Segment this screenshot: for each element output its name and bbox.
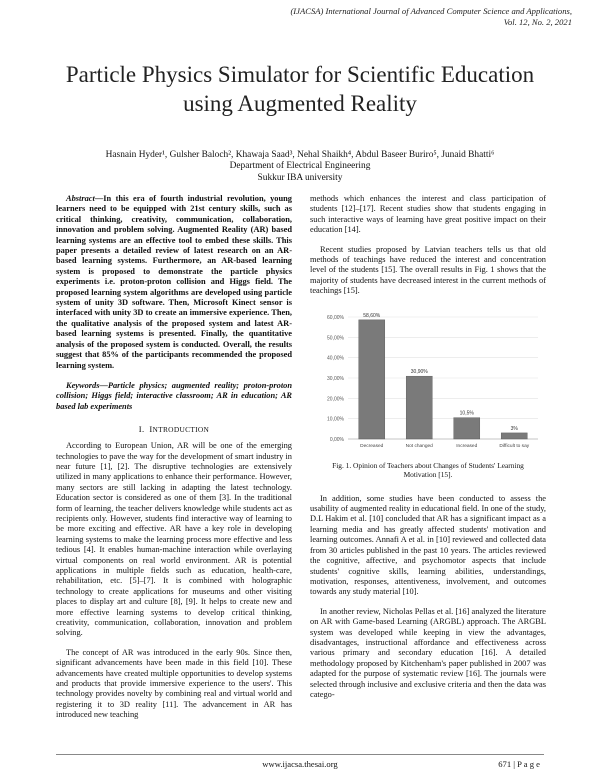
- author-list: Hasnain Hyder¹, Gulsher Baloch², Khawaja Saad³, Nehal Shaikh⁴, Abdul Baseer Buriro⁵, Junaid Bhatti⁶: [105, 150, 495, 160]
- y-tick-label: 30,00%: [327, 375, 344, 382]
- y-tick-label: 10,00%: [327, 416, 344, 423]
- title-line-2: using Augmented Reality: [183, 91, 417, 116]
- right-paragraph-2: Recent studies proposed by Latvian teachers tells us that old methods of teachings have reduced the interest and concentration level of the students [15]. The overall results in Fig. 1 shows that the majority of students have decreased interest in the current methods of teachings [15].: [310, 244, 546, 296]
- journal-name: (IJACSA) International Journal of Advanced Computer Science and Applications,: [290, 6, 572, 16]
- data-label: 58,60%: [363, 312, 381, 319]
- right-column: [310, 194, 546, 700]
- footer-url[interactable]: www.ijacsa.thesai.org: [262, 759, 338, 769]
- bar: [406, 376, 432, 439]
- keywords: [56, 381, 292, 412]
- abstract-text: In this era of fourth industrial revolution, young learners need to be equipped with 21st century skills, such as critical thinking, creativity, communication, collaboration, innovation and problem solving. Augmented Reality (AR) based learning systems are an effective tool to embed these skills. This paper presents a detailed review of latest research on an AR-based learning systems. Furthermore, an AR-based learning system is proposed to demonstrate the particle physics experiments i.e. proton-proton collision and Higgs field. The proposed learning system algorithms are developed using particle system of unity 3D software. Then, Microsoft Kinect sensor is interfaced with unity 3D to create an immersive experience. Then, the qualitative analysis of the proposed system and latest AR-based learning systems is presented. Finally, the quantitative analysis of the proposed system is conducted. Overall, the results suggest that 85% of the participants recommended the proposed learning system.: [56, 194, 292, 370]
- left-column: [56, 194, 292, 721]
- right-paragraph-3: In addition, some studies have been conducted to assess the usability of augmented reality in educational field. In one of the study, D.L Hakim et al. [10] concluded that AR has a significant impact as a learning media and has greatly affected students' motivation and learning outcomes. Annafi A et al. in [10] reviewed and collected data from 30 articles published in the past 10 years. The articles reviewed the cognitive, affective, and psychomotor aspects that include students' cognitive skills, learning abilities, understandings, motivation, responses, attentiveness, involvement, and outcomes towards any study material [10].: [310, 493, 546, 597]
- university: Sukkur IBA university: [257, 172, 343, 183]
- y-tick-label: 60,00%: [327, 314, 344, 321]
- abstract: [56, 194, 292, 371]
- journal-header: [290, 6, 572, 28]
- bar: [359, 320, 385, 439]
- x-tick-label: Decreased: [360, 443, 384, 449]
- section-number: I.: [138, 424, 145, 435]
- paper-title: [20, 60, 580, 118]
- section-title-initial: I: [149, 424, 153, 435]
- x-tick-label: Difficult to say: [499, 443, 530, 449]
- data-label: 30,90%: [410, 368, 428, 375]
- x-tick-label: Increased: [456, 443, 478, 449]
- page-number: 671 | P a g e: [498, 759, 540, 769]
- right-paragraph-1: methods which enhances the interest and class participation of students [12]–[17]. Recent studies show that students engaging in such interactive ways of learning have great positive impact on their education [14].: [310, 194, 546, 235]
- abstract-label: Abstract—: [66, 194, 104, 203]
- journal-volume: Vol. 12, No. 2, 2021: [503, 17, 572, 27]
- department: Department of Electrical Engineering: [229, 161, 371, 171]
- figure-1-chart: [310, 307, 546, 457]
- bar: [501, 433, 527, 439]
- keywords-label: Keywords—: [66, 380, 108, 390]
- footer-divider: [56, 754, 544, 755]
- y-tick-label: 20,00%: [327, 395, 344, 402]
- figure-1-caption: Fig. 1. Opinion of Teachers about Changes of Students' Learning Motivation [15].: [332, 460, 524, 480]
- section-title-rest: NTRODUCTION: [152, 425, 210, 435]
- x-tick-label: Not changed: [405, 443, 433, 449]
- data-label: 3%: [510, 425, 518, 432]
- affiliation: [20, 161, 580, 184]
- bar: [454, 417, 480, 438]
- data-label: 10,5%: [459, 410, 474, 417]
- keywords-text: Particle physics; augmented reality; proton-proton collision; Higgs field; interactive classroom; AR in education; AR based lab experiments: [56, 380, 292, 411]
- bar-chart: [310, 307, 546, 457]
- y-tick-label: 50,00%: [327, 334, 344, 341]
- y-tick-label: 40,00%: [327, 355, 344, 362]
- intro-paragraph-1: According to European Union, AR will be one of the emerging technologies to pave the way for the development of smart industry in near future [1], [2]. The disruptive technologies are extensively utilized in many applications to enhance their performance. However, many sectors are still lacking in adapting the latest technology. Education sector is considered as one of them [3]. In the traditional form of learning, the teacher delivers knowledge while students act as recipients only. However, students find interactive way of learning to be more exciting and effective. AR have a key role in developing learning systems to make the learning process more effective and less tedious [4]. It enables human-machine interaction while overlaying virtual components on real world environment. AR is potential applications in multiple fields such as education, health-care, rehabilitation, etc. [5]–[7]. It is combined with holographic technology to create applications for museums and other visiting places to display art and culture [8], [9]. It helps to create new and more effective learning systems to develop critical thinking, creativity, communication, collaboration, innovation and problem solving.: [56, 441, 292, 638]
- intro-paragraph-2: The concept of AR was introduced in the early 90s. Since then, significant advancements have been made in this field [10]. These advancements have created multiple opportunities to develop systems and products that provide immersive experience to the users'. This technology provides novelty by combining real and virtual world and registering it to 3D reality [11]. The advancement in AR has introduced new teaching: [56, 647, 292, 720]
- section-heading: [56, 424, 292, 434]
- title-line-1: Particle Physics Simulator for Scientific Education: [65, 62, 535, 87]
- y-tick-label: 0,00%: [329, 436, 344, 443]
- right-paragraph-4: In another review, Nicholas Pellas et al. [16] analyzed the literature on AR with Game-based Learning (ARGBL) approach. The ARGBL system was developed while keeping in view the advantages, disadvantages, instructional affordance and effectiveness across various primary and secondary education [16]. A detailed methodology proposed by Kitchenham's paper published in 2007 was adapted for the purpose of systematic review [16]. The journals were selected through inclusive and exclusive criteria and then the data was catego-: [310, 606, 546, 699]
